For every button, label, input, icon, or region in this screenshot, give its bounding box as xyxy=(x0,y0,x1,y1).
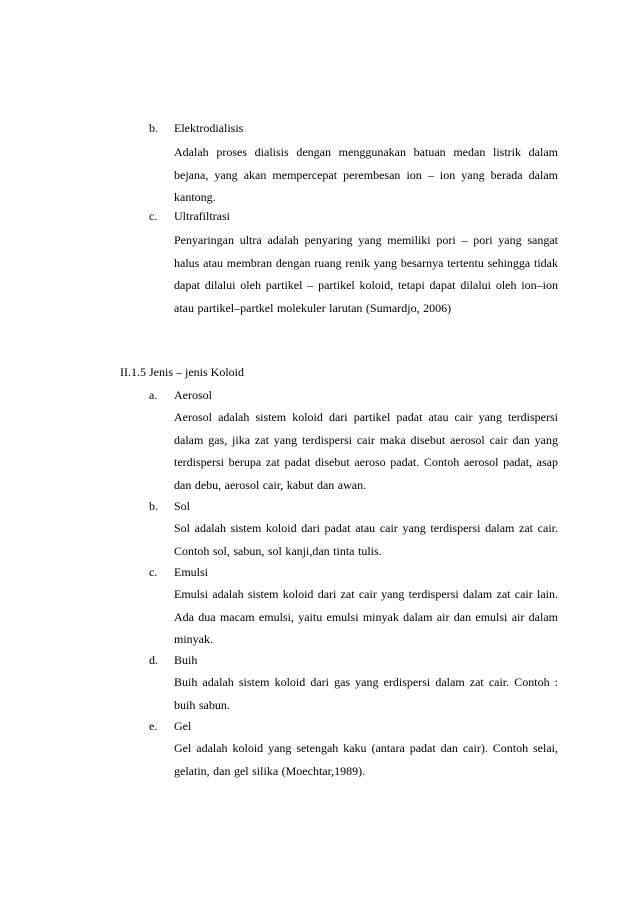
list-label-emulsi: c. xyxy=(149,565,158,579)
item-title-elektrodialisis: Elektrodialisis xyxy=(174,121,244,135)
list-label-elektrodialisis: b. xyxy=(149,121,158,135)
item-title-sol: Sol xyxy=(174,499,191,513)
item-text-ultrafiltrasi: Penyaringan ultra adalah penyaring yang memiliki pori – pori yang sangat halus atau membran dengan ruang renik yang besarnya tertentu sehingga tidak dapat dilalui oleh partikel – partikel koloid, tetapi dapat dilalui oleh ion–ion atau partikel–partkel molekuler larutan (Sumardjo, 2006) xyxy=(174,233,558,315)
item-title-aerosol: Aerosol xyxy=(174,388,212,402)
item-text-emulsi: Emulsi adalah sistem koloid dari zat cair yang terdispersi dalam zat cair lain. Ada dua macam emulsi, yaitu emulsi minyak dalam air dan emulsi air dalam minyak. xyxy=(174,587,558,646)
item-text-gel: Gel adalah koloid yang setengah kaku (antara padat dan cair). Contoh selai, gelatin, dan gel silika (Moechtar,1989). xyxy=(174,741,558,778)
item-text-sol: Sol adalah sistem koloid dari padat atau cair yang terdispersi dalam zat cair. Contoh sol, sabun, sol kanji,dan tinta tulis. xyxy=(174,521,558,558)
item-text-elektrodialisis: Adalah proses dialisis dengan menggunakan batuan medan listrik dalam bejana, yang akan mempercepat perembesan ion – ion yang berada dalam kantong. xyxy=(174,145,558,204)
item-title-ultrafiltrasi: Ultrafiltrasi xyxy=(174,209,230,223)
item-title-gel: Gel xyxy=(174,719,192,733)
list-label-aerosol: a. xyxy=(149,388,158,402)
item-text-aerosol: Aerosol adalah sistem koloid dari partikel padat atau cair yang terdispersi dalam gas, jika zat yang terdispersi cair maka disebut aerosol cair dan yang terdispersi berupa zat padat disebut aeroso padat. Contoh aerosol padat, asap dan debu, aerosol cair, kabut dan awan. xyxy=(174,410,558,492)
item-title-buih: Buih xyxy=(174,653,198,667)
item-title-emulsi: Emulsi xyxy=(174,565,209,579)
list-label-ultrafiltrasi: c. xyxy=(149,209,158,223)
list-label-sol: b. xyxy=(149,499,158,513)
list-label-buih: d. xyxy=(149,653,158,667)
list-label-gel: e. xyxy=(149,719,158,733)
item-text-buih: Buih adalah sistem koloid dari gas yang erdispersi dalam zat cair. Contoh : buih sabun. xyxy=(174,675,558,712)
section-heading-jenis-koloid: II.1.5 Jenis – jenis Koloid xyxy=(120,365,244,379)
